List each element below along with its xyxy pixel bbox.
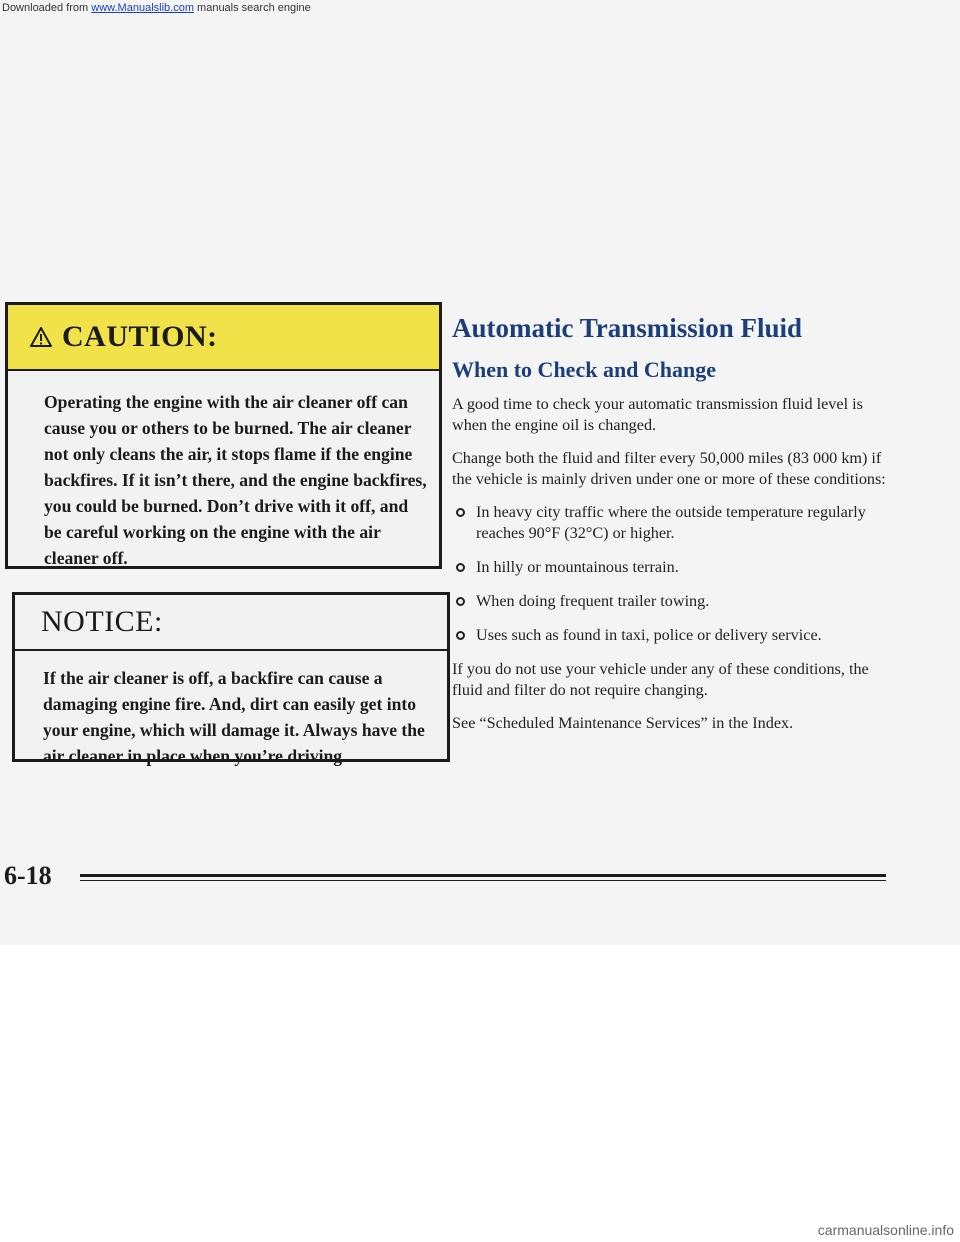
- list-item: [452, 557, 902, 578]
- warning-triangle-icon: [30, 327, 52, 347]
- watermark-text: carmanualsonline.info: [817, 1222, 954, 1238]
- bullet-icon: [452, 625, 476, 646]
- notice-box: [12, 592, 450, 766]
- list-item-text: Uses such as found in taxi, police or delivery service.: [476, 626, 822, 644]
- list-item-text: When doing frequent trailer towing.: [476, 592, 710, 610]
- list-item-text: In heavy city traffic where the outside temperature regularly reaches 90°F (32°C) or higher.: [476, 503, 866, 542]
- caution-text: Operating the engine with the air cleaner off can cause you or others to be burned. The air cleaner not only cleans the air, it stops flame if the engine backfires. If it isn’t there, and the engine backfires, you could be burned. Don’t drive with it off, and be careful working on the engine with the air cleaner off.: [44, 392, 427, 568]
- caution-box: [5, 302, 442, 569]
- intro-paragraph: A good time to check your automatic transmission fluid level is when the engine oil is changed.: [452, 395, 863, 434]
- notice-title: NOTICE:: [41, 605, 163, 638]
- no-change-paragraph: If you do not use your vehicle under any of these conditions, the fluid and filter do not require changing.: [452, 660, 869, 699]
- section-title: Automatic Transmission Fluid: [452, 313, 803, 343]
- list-item: [452, 625, 902, 646]
- notice-text: If the air cleaner is off, a backfire can cause a damaging engine fire. And, dirt can easily get into your engine, which will damage it. Always have the air cleaner in place when you’re driving.: [43, 668, 425, 766]
- caution-title: CAUTION:: [62, 320, 218, 353]
- bullet-icon: [452, 557, 476, 578]
- caution-header: [8, 305, 439, 371]
- page-footer: [0, 855, 960, 905]
- download-banner: [2, 2, 311, 14]
- footer-divider: [80, 874, 886, 877]
- bullet-icon: [452, 591, 476, 612]
- transmission-fluid-section: [452, 308, 922, 746]
- see-index-paragraph: See “Scheduled Maintenance Services” in the Index.: [452, 714, 794, 732]
- footer-divider-thin: [80, 880, 886, 881]
- page-number: 6-18: [4, 861, 52, 890]
- list-item-text: In hilly or mountainous terrain.: [476, 558, 679, 576]
- notice-header: [15, 595, 447, 651]
- manualslib-link[interactable]: www.Manualslib.com: [91, 2, 194, 14]
- change-interval-paragraph: Change both the fluid and filter every 50,000 miles (83 000 km) if the vehicle is mainly driven under one or more of these conditions:: [452, 449, 886, 488]
- conditions-list: [452, 502, 902, 646]
- subsection-title: When to Check and Change: [452, 357, 717, 382]
- list-item: [452, 502, 902, 544]
- list-item: [452, 591, 902, 612]
- banner-prefix: Downloaded from: [2, 2, 92, 14]
- banner-suffix: manuals search engine: [193, 2, 311, 14]
- bullet-icon: [452, 502, 476, 523]
